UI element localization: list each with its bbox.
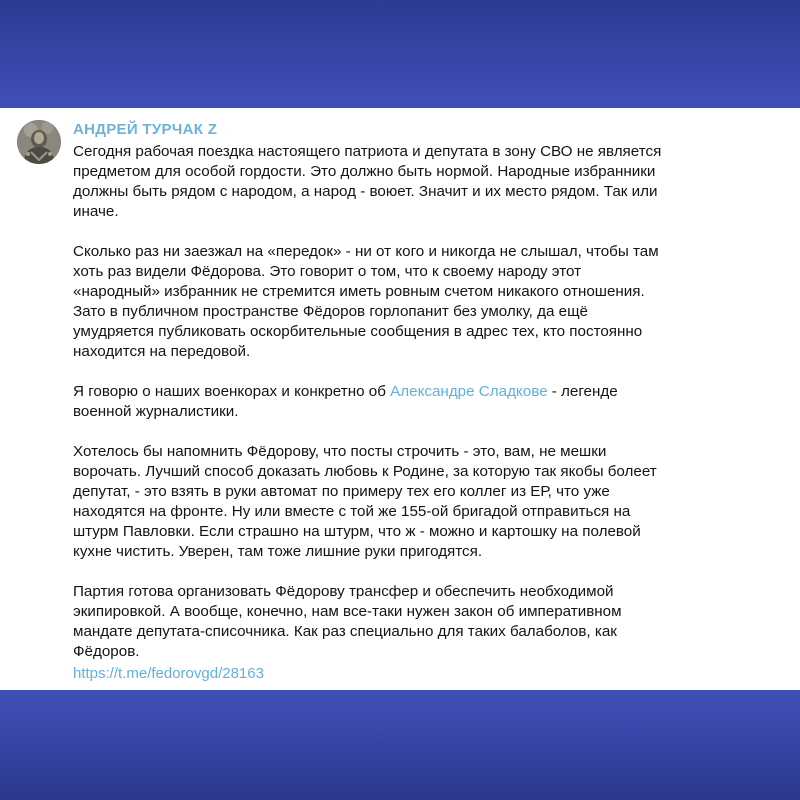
- text-line: предметом для особой гордости. Это должно быть нормой. Народные избранники: [73, 163, 656, 180]
- text-line: находятся на фронте. Ну или вместе с той же 155-ой бригадой отправиться на: [73, 503, 631, 520]
- message-text: [73, 142, 763, 682]
- text-line: Хотелось бы напомнить Фёдорову, что посты строчить - это, вам, не мешки: [73, 443, 607, 460]
- paragraph-4: [73, 442, 763, 562]
- text-line: иначе.: [73, 203, 119, 220]
- text-line: мандате депутата-списочника. Как раз специально для таких балаболов, как: [73, 623, 617, 640]
- text-line: «народный» избранник не стремится иметь ровным счетом никакого отношения.: [73, 283, 645, 300]
- text-line: Фёдоров.: [73, 643, 140, 660]
- text-line: находится на передовой.: [73, 343, 251, 360]
- mention-link[interactable]: Александре Сладкове: [390, 383, 548, 400]
- text-line: кухне чистить. Уверен, там тоже лишние руки пригодятся.: [73, 543, 483, 560]
- text-line: Сколько раз ни заезжал на «передок» - ни от кого и никогда не слышал, чтобы там: [73, 243, 659, 260]
- background-bottom: [0, 690, 800, 800]
- post-url-link[interactable]: https://t.me/fedorovgd/28163: [73, 665, 264, 682]
- text-line: экипировкой. А вообще, конечно, нам все-таки нужен закон об императивном: [73, 603, 622, 620]
- text-segment: - легенде: [547, 383, 618, 400]
- text-line: [73, 382, 763, 402]
- paragraph-1: [73, 142, 763, 222]
- author-name[interactable]: АНДРЕЙ ТУРЧАК Z: [73, 121, 218, 138]
- paragraph-2: [73, 242, 763, 362]
- text-line: Партия готова организовать Фёдорову трансфер и обеспечить необходимой: [73, 583, 614, 600]
- text-line: хоть раз видели Фёдорова. Это говорит о том, что к своему народу этот: [73, 263, 582, 280]
- avatar-portrait-icon: [17, 120, 61, 164]
- paragraph-3: [73, 382, 763, 422]
- text-line: штурм Павловки. Если страшно на штурм, что ж - можно и картошку на полевой: [73, 523, 641, 540]
- text-line: умудряется публиковать оскорбительные сообщения в адрес тех, кто постоянно: [73, 323, 643, 340]
- author-avatar[interactable]: [17, 120, 61, 164]
- text-line: должны быть рядом с народом, а народ - воюет. Значит и их место рядом. Так или: [73, 183, 658, 200]
- paragraph-5: [73, 582, 763, 662]
- text-line: военной журналистики.: [73, 403, 239, 420]
- background-top: [0, 0, 800, 108]
- text-segment: Я говорю о наших военкорах и конкретно об: [73, 383, 391, 400]
- text-line: ворочать. Лучший способ доказать любовь к Родине, за которую так якобы болеет: [73, 463, 657, 480]
- text-line: депутат, - это взять в руки автомат по примеру тех его коллег из ЕР, что уже: [73, 483, 610, 500]
- text-line: Сегодня рабочая поездка настоящего патриота и депутата в зону СВО не является: [73, 143, 662, 160]
- message-card: [0, 108, 800, 690]
- text-line: Зато в публичном пространстве Фёдоров горлопанит без умолку, да ещё: [73, 303, 589, 320]
